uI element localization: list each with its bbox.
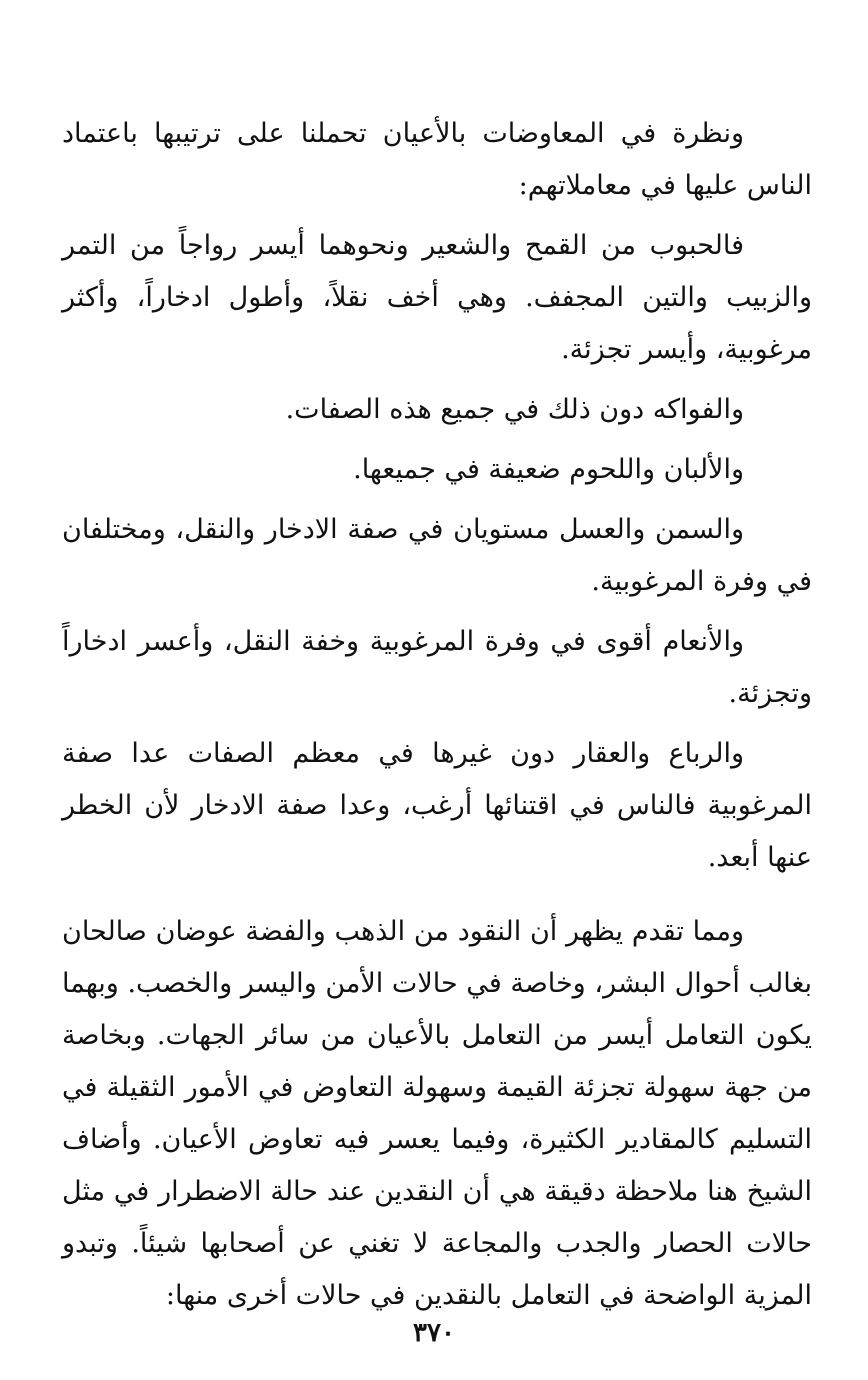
page-number: ٣٧٠ bbox=[413, 1318, 455, 1348]
paragraph-dairy-meat: والألبان واللحوم ضعيفة في جميعها. bbox=[353, 454, 744, 485]
paragraph-grains: فالحبوب من القمح والشعير ونحوهما أيسر رواجاً من التمر والزبيب والتين المجفف. وهي أخف نقلاً، وأطول ادخاراً، وأكثر مرغوبية، وأيسر تجزئة. bbox=[62, 230, 812, 365]
paragraph-real-estate: والرباع والعقار دون غيرها في معظم الصفات عدا صفة المرغوبية فالناس في اقتنائها أرغب، وعدا صفة الادخار لأن الخطر عنها أبعد. bbox=[62, 738, 812, 873]
paragraph-livestock: والأنعام أقوى في وفرة المرغوبية وخفة النقل، وأعسر ادخاراً وتجزئة. bbox=[62, 626, 812, 709]
paragraph-money: ومما تقدم يظهر أن النقود من الذهب والفضة عوضان صالحان بغالب أحوال البشر، وخاصة في حالات الأمن واليسر والخصب. وبهما يكون التعامل أيسر من التعامل بالأعيان من سائر الجهات. وبخاصة من جهة سهولة تجزئة القيمة وسهولة التعاوض في الأمور الثقيلة في التسليم كالمقادير الكثيرة، وفيما يعسر فيه تعاوض الأعيان. وأضاف الشيخ هنا ملاحظة دقيقة هي أن النقدين عند حالة الاضطرار في مثل حالات الحصار والجدب والمجاعة لا تغني عن أصحابها شيئاً. وتبدو المزية الواضحة في التعامل بالنقدين في حالات أخرى منها: bbox=[62, 916, 812, 1311]
paragraph-ghee-honey: والسمن والعسل مستويان في صفة الادخار والنقل، ومختلفان في وفرة المرغوبية. bbox=[62, 514, 812, 597]
page-body bbox=[62, 108, 812, 1322]
paragraph-fruits: والفواكه دون ذلك في جميع هذه الصفات. bbox=[285, 394, 744, 425]
paragraph-intro: ونظرة في المعاوضات بالأعيان تحملنا على ترتيبها باعتماد الناس عليها في معاملاتهم: bbox=[62, 118, 812, 201]
